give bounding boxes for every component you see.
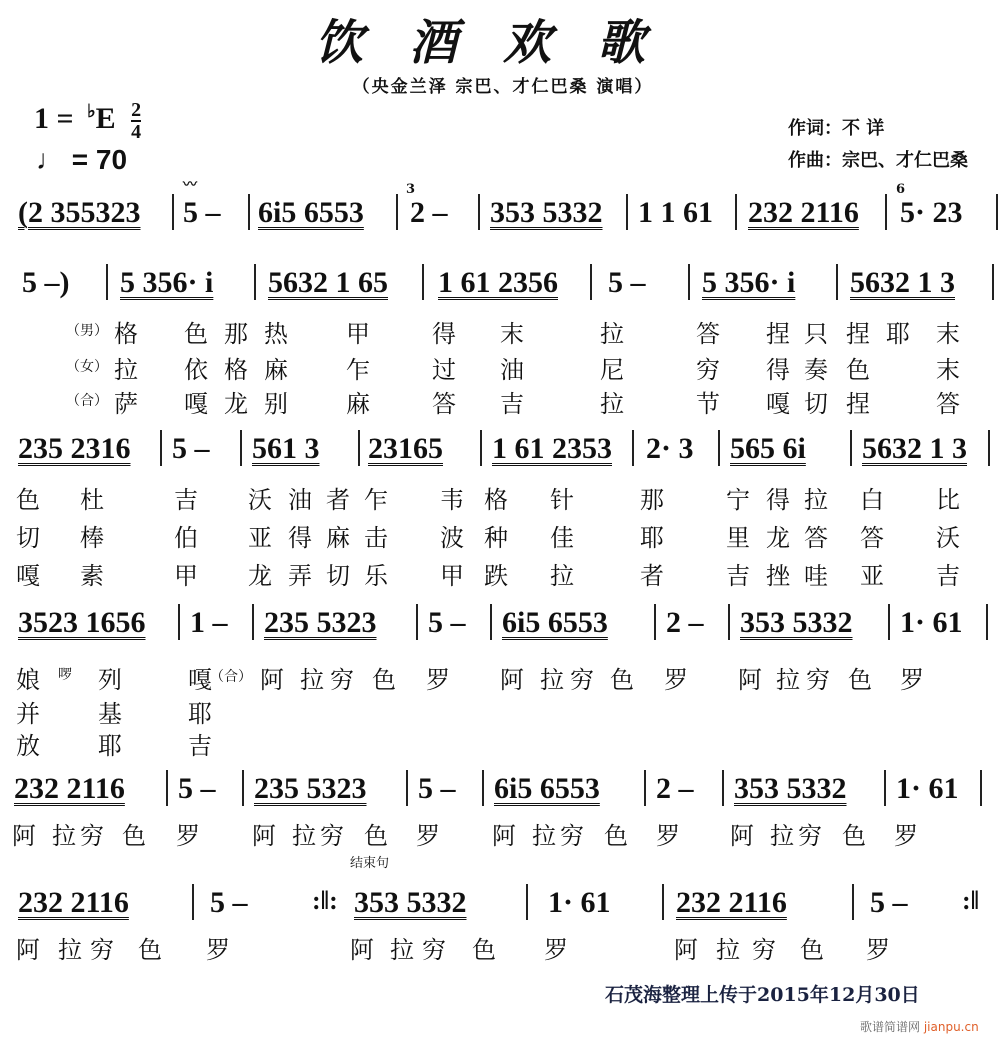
quarter-note-icon: ♩ xyxy=(36,144,64,175)
measure: 5· 23 xyxy=(900,196,963,229)
measure: 5 – xyxy=(870,886,908,919)
measure: 1 1 61 xyxy=(638,196,713,229)
measure: 353 5332 xyxy=(734,772,847,805)
measure: 235 5323 xyxy=(254,772,367,805)
measure: 23165 xyxy=(368,432,443,465)
repeat-end-icon: :‖ xyxy=(962,886,980,915)
measure: 1· 61 xyxy=(548,886,611,919)
measure: 2 – xyxy=(656,772,694,805)
measure: 232 2116 xyxy=(748,196,859,229)
measure: 5632 1 3 xyxy=(850,266,955,299)
lyricist: 作词：不 详 xyxy=(788,118,885,139)
measure: 1· 61 xyxy=(900,606,963,639)
measure: 353 5332 xyxy=(740,606,853,639)
measure: 5632 1 65 xyxy=(268,266,388,299)
ending-label: 结束句 xyxy=(350,856,390,871)
measure: 5 – xyxy=(428,606,466,639)
measure: 5 – xyxy=(183,196,221,229)
measure: 5 – xyxy=(178,772,216,805)
flat-icon: ♭ xyxy=(87,100,96,121)
upload-credit: 石茂海整理上传于2015年12月30日 xyxy=(605,984,920,1006)
measure: 5 – xyxy=(608,266,646,299)
measure: 235 5323 xyxy=(264,606,377,639)
measure: 6i5 6553 xyxy=(502,606,608,639)
measure: 232 2116 xyxy=(676,886,787,919)
measure: 232 2116 xyxy=(18,886,129,919)
measure: 353 5332 xyxy=(354,886,467,919)
measure: (2 355323 xyxy=(18,196,141,229)
key-label: 1 = xyxy=(34,101,82,135)
measure: 2 – xyxy=(410,196,448,229)
performers: （央金兰泽 宗巴、才仁巴桑 演唱） xyxy=(352,77,654,97)
measure: 235 2316 xyxy=(18,432,131,465)
measure: 565 6i xyxy=(730,432,806,465)
key-signature xyxy=(34,100,141,142)
grace-note: 3 xyxy=(406,182,416,197)
measure: 5 356· i xyxy=(120,266,214,299)
measure: 1 61 2356 xyxy=(438,266,558,299)
grace-note: 6 xyxy=(896,182,906,197)
measure: 1 – xyxy=(190,606,228,639)
measure: 5 – xyxy=(418,772,456,805)
measure: 5 – xyxy=(210,886,248,919)
measure: 5 – xyxy=(172,432,210,465)
trill-icon: 〰 xyxy=(183,178,197,193)
measure: 6i5 6553 xyxy=(258,196,364,229)
repeat-start-icon: :‖: xyxy=(312,886,338,915)
composer: 作曲：宗巴、才仁巴桑 xyxy=(788,150,968,171)
measure: 5 –) xyxy=(22,266,70,299)
key-note: E xyxy=(95,101,116,135)
measure: 232 2116 xyxy=(14,772,125,805)
measure: 353 5332 xyxy=(490,196,603,229)
measure: 1 61 2353 xyxy=(492,432,612,465)
measure: 561 3 xyxy=(252,432,320,465)
measure: 2 – xyxy=(666,606,704,639)
measure: 6i5 6553 xyxy=(494,772,600,805)
measure: 1· 61 xyxy=(896,772,959,805)
measure: 3523 1656 xyxy=(18,606,146,639)
watermark: 歌谱简谱网 jianpu.cn xyxy=(860,1020,979,1034)
tempo-marking: ♩ = 70 xyxy=(36,144,128,175)
watermark-url[interactable]: jianpu.cn xyxy=(923,1020,979,1034)
song-title: 饮酒欢歌 xyxy=(314,15,691,71)
time-signature: $\frac{2}{4}$ xyxy=(131,99,142,143)
measure: 5632 1 3 xyxy=(862,432,967,465)
measure: 5 356· i xyxy=(702,266,796,299)
measure: 2· 3 xyxy=(646,432,694,465)
